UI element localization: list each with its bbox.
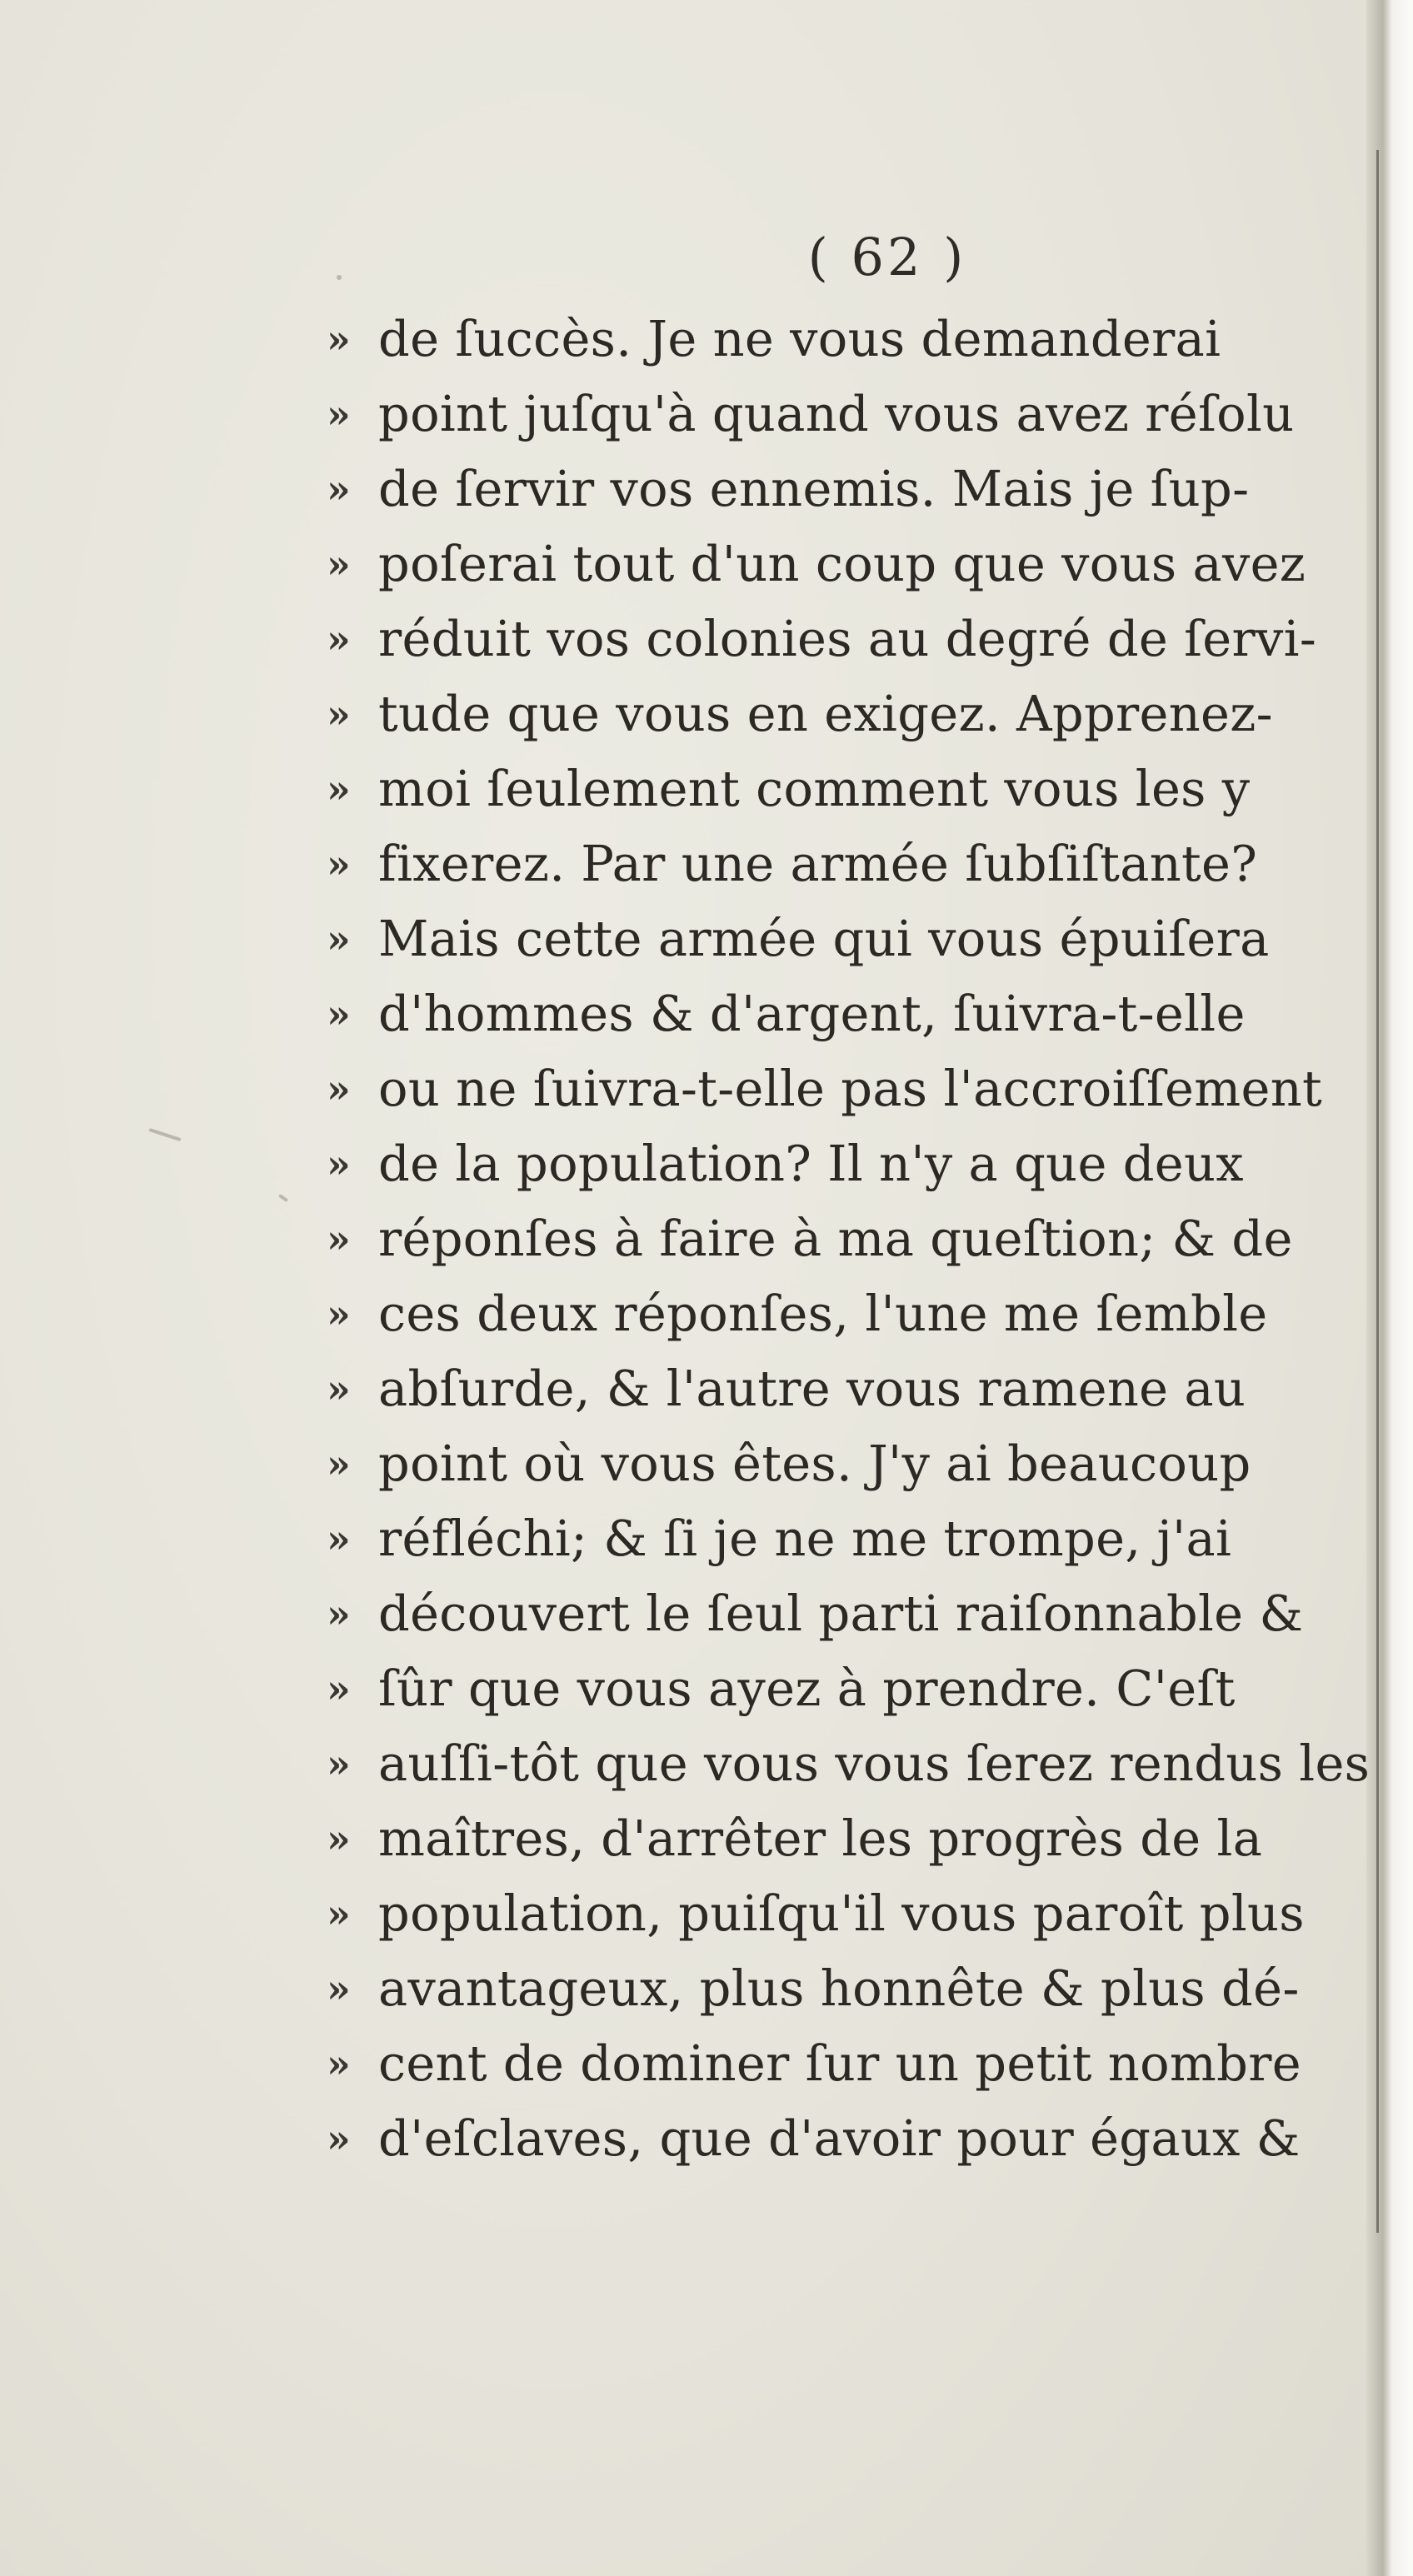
quote-mark: » [327, 1816, 351, 1861]
line-text: ou ne ſuivra-t-elle pas l'accroiſſement [378, 1060, 1323, 1117]
text-line [327, 527, 1378, 602]
text-line [327, 976, 1378, 1051]
line-text: fixerez. Par une armée ſubſiſtante? [378, 835, 1258, 892]
quote-mark: » [327, 1741, 351, 1786]
quote-mark: » [327, 1516, 351, 1561]
line-text: maîtres, d'arrêter les progrès de la [378, 1810, 1263, 1867]
text-line [327, 2101, 1378, 2176]
line-text: poſerai tout d'un coup que vous avez [378, 535, 1306, 592]
text-line [327, 377, 1378, 452]
quote-mark: » [327, 691, 351, 736]
quote-mark: » [327, 841, 351, 886]
text-line [327, 602, 1378, 676]
line-text: ces deux réponſes, l'une me ſemble [378, 1285, 1268, 1342]
quote-mark: » [327, 1966, 351, 2011]
quote-mark: » [327, 1591, 351, 1636]
line-text: tude que vous en exigez. Apprenez- [378, 685, 1273, 742]
quote-mark: » [327, 1666, 351, 1711]
text-line [327, 302, 1378, 377]
quote-mark: » [327, 991, 351, 1036]
line-text: réponſes à faire à ma queſtion; & de [378, 1210, 1293, 1267]
line-text: cent de dominer ſur un petit nombre [378, 2034, 1301, 2092]
quote-mark: » [327, 2041, 351, 2086]
line-text: population, puiſqu'il vous paroît plus [378, 1885, 1305, 1942]
text-line [327, 1801, 1378, 1876]
quote-mark: » [327, 542, 351, 587]
line-text: réduit vos colonies au degré de ſervi- [378, 610, 1317, 667]
line-text: découvert le ſeul parti raiſonnable & [378, 1585, 1304, 1642]
text-line [327, 1576, 1378, 1651]
text-line [327, 1951, 1378, 2026]
text-line [327, 901, 1378, 976]
text-line [327, 1726, 1378, 1801]
line-text: avantageux, plus honnête & plus dé- [378, 1959, 1300, 2017]
text-line [327, 1051, 1378, 1126]
text-line [327, 1351, 1378, 1426]
line-text: de ſervir vos ennemis. Mais je ſup- [378, 460, 1250, 517]
text-line [327, 1426, 1378, 1501]
quote-mark: » [327, 2116, 351, 2161]
text-line [327, 1501, 1378, 1576]
quote-mark: » [327, 467, 351, 512]
quote-mark: » [327, 1291, 351, 1336]
line-text: de ſuccès. Je ne vous demanderai [378, 310, 1221, 367]
quote-mark: » [327, 1066, 351, 1111]
quote-mark: » [327, 392, 351, 437]
text-line [327, 826, 1378, 901]
line-text: point juſqu'à quand vous avez réſolu [378, 385, 1295, 442]
quote-mark: » [327, 1366, 351, 1411]
line-text: point où vous êtes. J'y ai beaucoup [378, 1435, 1251, 1492]
quote-mark: » [327, 1441, 351, 1486]
quote-mark: » [327, 1216, 351, 1261]
quote-mark: » [327, 766, 351, 811]
text-line [327, 452, 1378, 527]
line-text: d'eſclaves, que d'avoir pour égaux & [378, 2109, 1301, 2167]
quote-mark: » [327, 1891, 351, 1936]
body-text [327, 302, 1378, 2176]
quote-mark: » [327, 617, 351, 661]
page-number: ( 62 ) [807, 227, 967, 287]
quote-mark: » [327, 1141, 351, 1186]
text-line [327, 1276, 1378, 1351]
line-text: de la population? Il n'y a que deux [378, 1135, 1244, 1192]
text-line [327, 751, 1378, 826]
quote-mark: » [327, 317, 351, 362]
line-text: d'hommes & d'argent, ſuivra-t-elle [378, 985, 1246, 1042]
line-text: ſûr que vous ayez à prendre. C'eſt [378, 1660, 1236, 1717]
line-text: réfléchi; & ſi je ne me trompe, j'ai [378, 1510, 1232, 1567]
text-line [327, 1126, 1378, 1201]
line-text: auſſi-tôt que vous vous ſerez rendus les [378, 1735, 1371, 1792]
text-line [327, 1201, 1378, 1276]
text-line [327, 1651, 1378, 1726]
text-line [327, 676, 1378, 751]
line-text: abſurde, & l'autre vous ramene au [378, 1360, 1246, 1417]
line-text: Mais cette armée qui vous épuiſera [378, 910, 1270, 967]
quote-mark: » [327, 916, 351, 961]
line-text: moi ſeulement comment vous les y [378, 760, 1251, 817]
text-line [327, 2026, 1378, 2101]
text-line [327, 1876, 1378, 1951]
